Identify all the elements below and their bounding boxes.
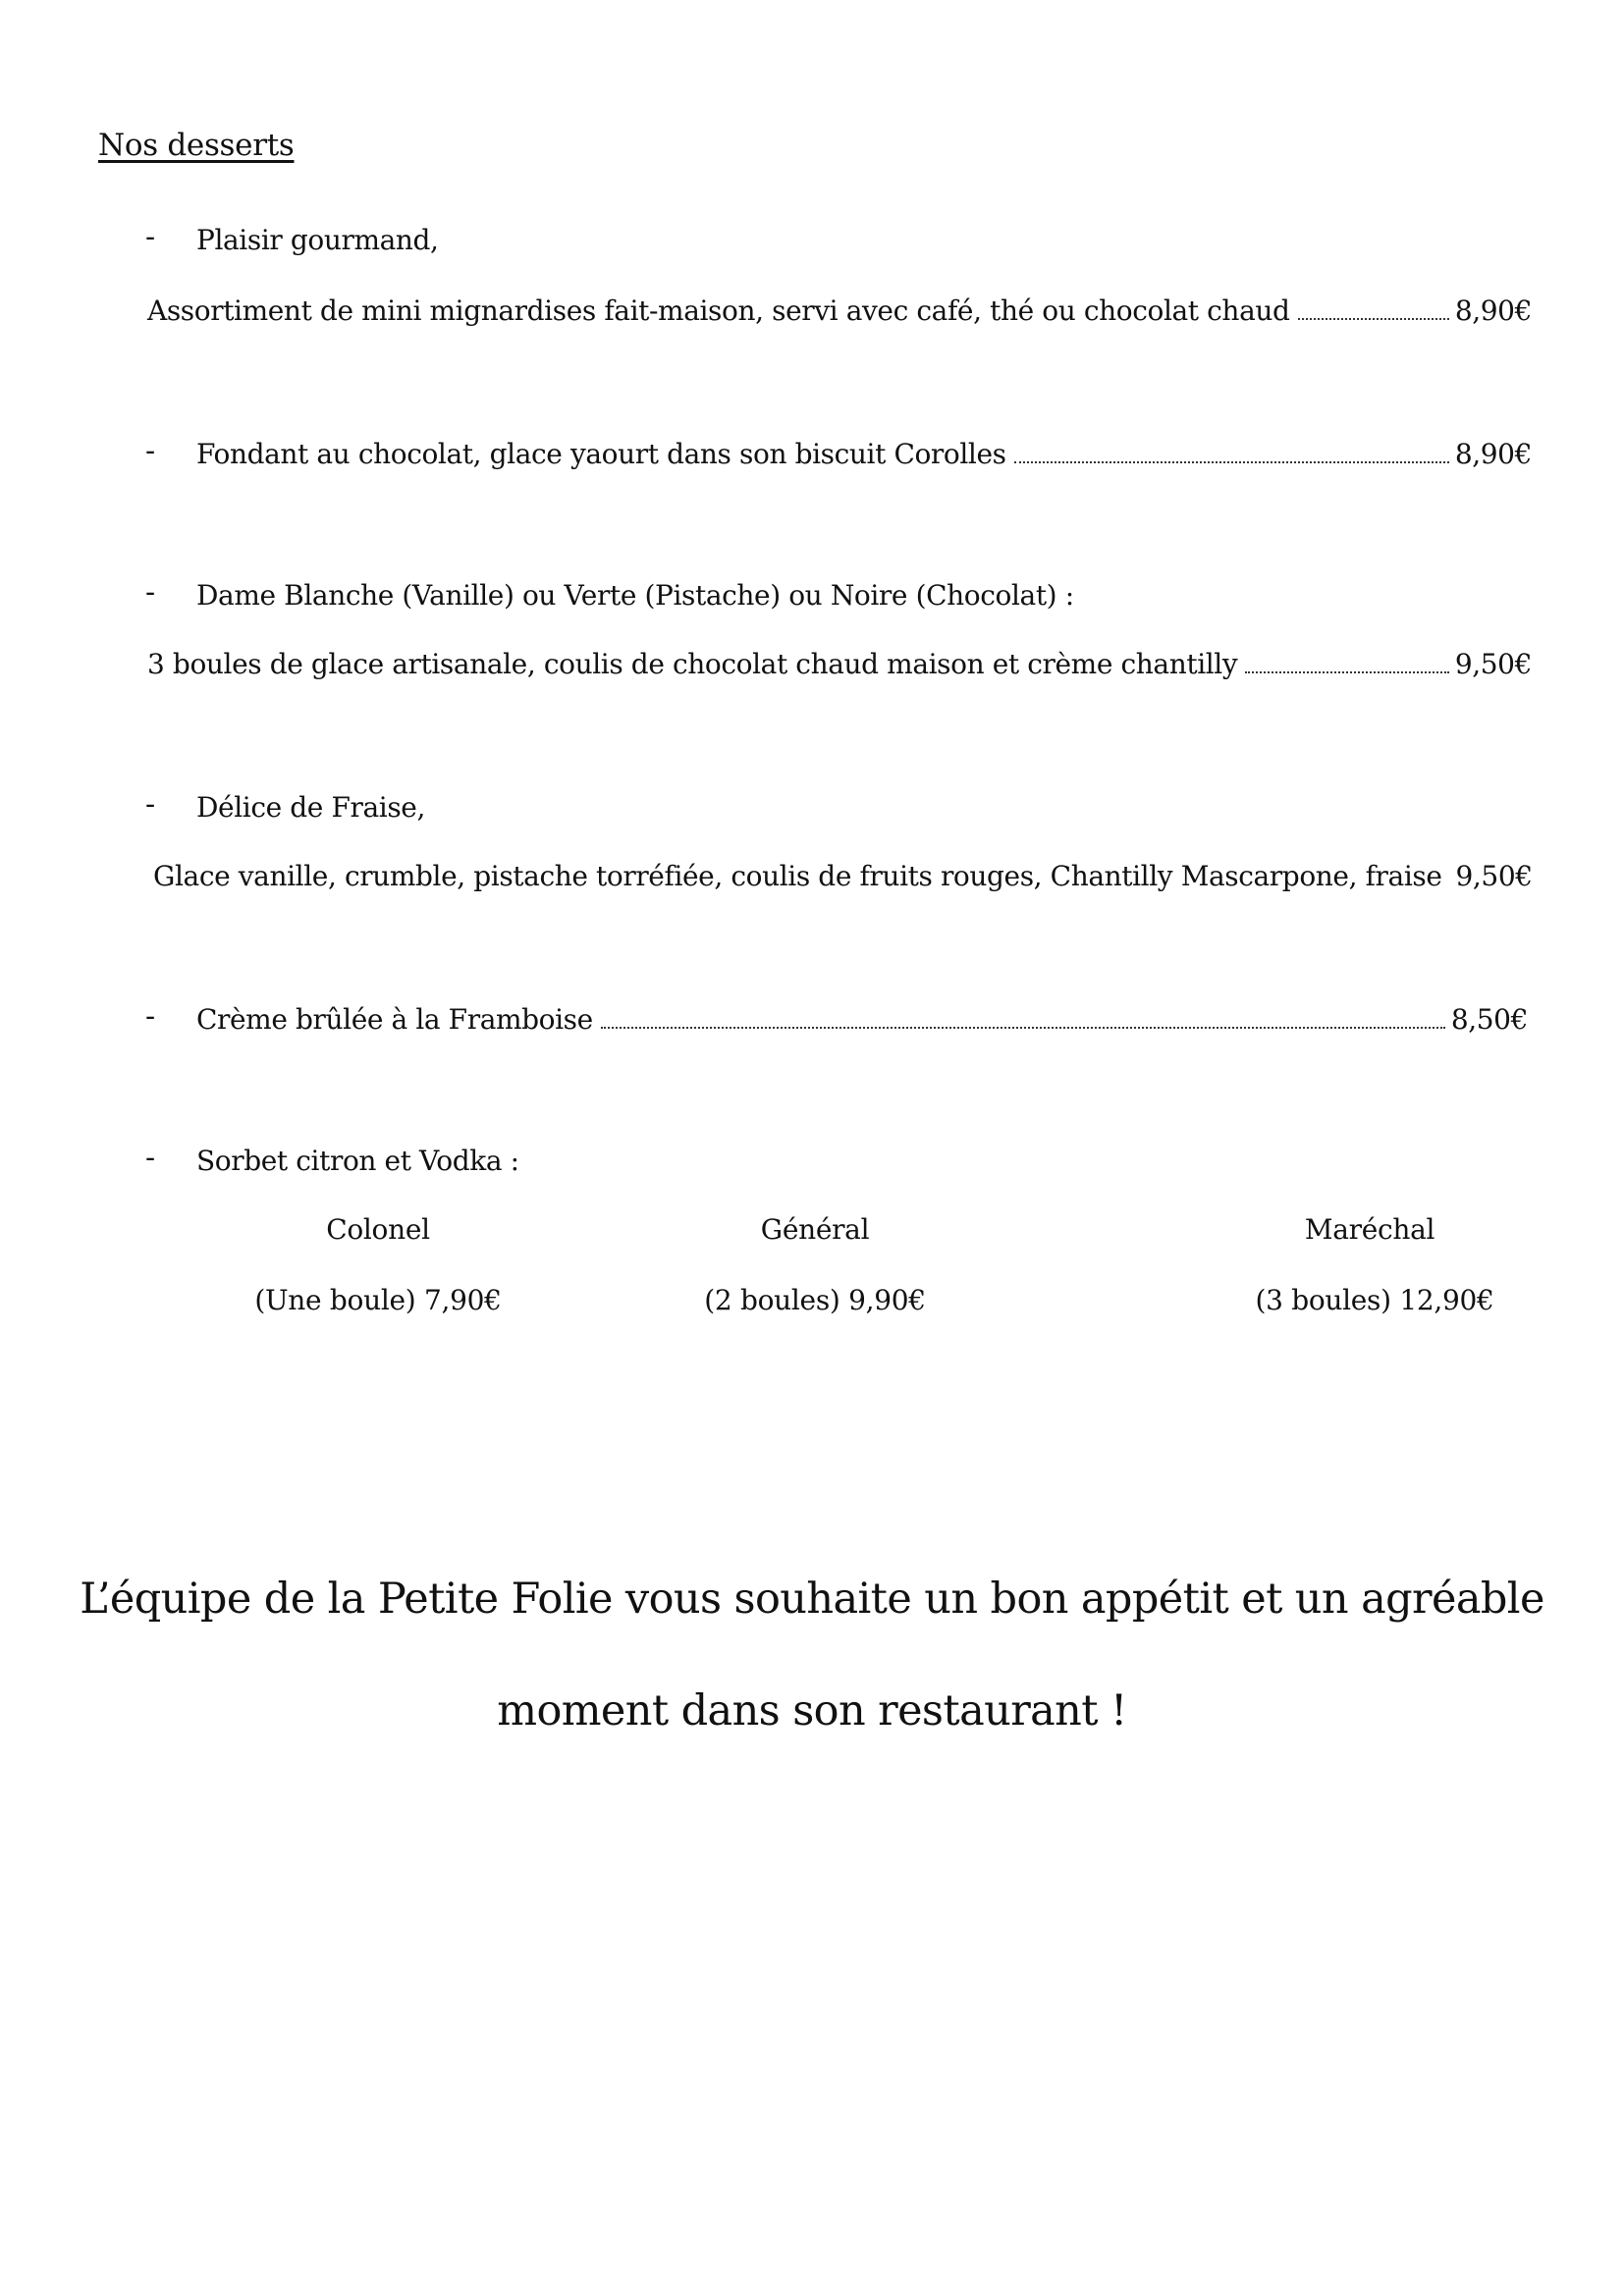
dessert-description: Glace vanille, crumble, pistache torréfiée, coulis de fruits rouges, Chantilly Mascarpone, fraise: [153, 860, 1442, 892]
option-label: Maréchal: [1304, 1213, 1435, 1246]
dessert-description: 3 boules de glace artisanale, coulis de chocolat chaud maison et crème chantilly: [147, 648, 1238, 680]
dessert-name: [196, 791, 425, 824]
dessert-name-text: Plaisir gourmand,: [196, 224, 439, 256]
dessert-name: [196, 1145, 519, 1177]
dessert-price: 8,90€: [1454, 294, 1532, 327]
option-price: (Une boule) 7,90€: [254, 1284, 502, 1316]
dessert-name-text: Dame Blanche (Vanille) ou Verte (Pistache) ou Noire (Chocolat) :: [196, 579, 1074, 612]
bullet-dash: -: [145, 999, 156, 1034]
option-price: (3 boules) 12,90€: [1255, 1284, 1494, 1316]
dessert-name-row: [196, 1003, 1528, 1036]
dessert-price: 8,90€: [1454, 438, 1532, 470]
dessert-name-text: Fondant au chocolat, glace yaourt dans son biscuit Corolles: [196, 438, 1006, 470]
option-label: Général: [760, 1213, 870, 1246]
dessert-price: 9,50€: [1455, 860, 1533, 892]
option-label: Colonel: [326, 1213, 430, 1246]
bullet-dash: -: [145, 434, 156, 468]
dotted-leader: [1245, 671, 1449, 673]
dessert-name-text: Délice de Fraise,: [196, 791, 425, 824]
dotted-leader: [1298, 318, 1449, 320]
section-title: Nos desserts: [98, 128, 295, 163]
dessert-price: 8,50€: [1450, 1003, 1528, 1036]
bullet-dash: -: [145, 220, 156, 254]
dessert-name: [196, 579, 1074, 612]
closing-message-line-1: L’équipe de la Petite Folie vous souhaite un bon appétit et un agréable: [80, 1575, 1544, 1624]
dessert-name-text: Sorbet citron et Vodka :: [196, 1145, 519, 1177]
option-price: (2 boules) 9,90€: [704, 1284, 926, 1316]
dessert-description: Assortiment de mini mignardises fait-maison, servi avec café, thé ou chocolat chaud: [147, 294, 1290, 327]
bullet-dash: -: [145, 575, 156, 610]
bullet-dash: -: [145, 1141, 156, 1175]
dessert-description-row: [147, 648, 1532, 680]
dessert-name-row: [196, 438, 1532, 470]
dessert-name: [196, 224, 439, 256]
dessert-name-text: Crème brûlée à la Framboise: [196, 1003, 593, 1036]
closing-message-line-2: moment dans son restaurant !: [497, 1686, 1127, 1735]
dessert-price: 9,50€: [1454, 648, 1532, 680]
bullet-dash: -: [145, 787, 156, 822]
dotted-leader: [601, 1027, 1445, 1029]
dotted-leader: [1014, 461, 1449, 463]
dessert-description-row: [147, 294, 1532, 327]
dessert-description-row: [153, 860, 1532, 892]
